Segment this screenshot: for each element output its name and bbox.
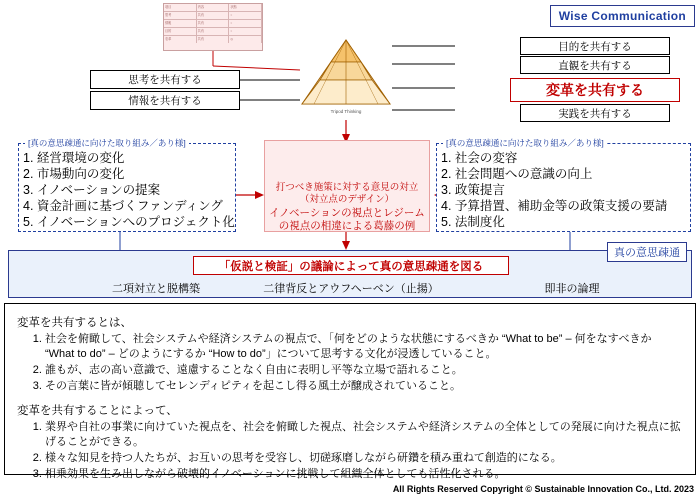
list-item: 3. 政策提言 [441,183,505,197]
list-item: 1. 社会を俯瞰して、社会システムや経済システムの視点で、「何をどのような状態にするべきか “What to be” – 何をなすべきか “What to do” – どのようにするか “How to do”」について思考する文化が浸透していること。 [45,332,683,362]
list-item: 2. 様々な知見を持つ人たちが、お互いの思考を受容し、切磋琢磨しながら研鑽を積み重ねて創造的になる。 [45,451,683,466]
box-share-thinking[interactable]: 思考を共有する [90,70,240,89]
list-item: 3. その言葉に皆が傾聴してセレンディピティを起こし得る風土が醸成されていること。 [45,379,683,394]
triplet-item-3: 即非の論理 [544,283,600,295]
thumb-cell: 内容 [197,4,230,11]
explanation-block [4,303,696,480]
list-item: 3. 相乗効果を生み出しながら破壊的イノベーションに挑戦して組織全体としても活性化される。 [45,467,683,482]
explanation-heading-2: 変革を共有することによって、 [17,405,178,417]
list-item: 4. 資金計画に基づくファンディング [23,199,223,213]
thumb-cell: 共有 [197,36,230,43]
box-share-transformation[interactable]: 変革を共有する [510,78,680,102]
thumb-cell: ◎ [229,36,262,43]
tripod-thinking-pyramid [300,38,392,118]
thumb-cell: 共有 [197,12,230,19]
thumb-cell: 項目 [164,4,197,11]
box-share-practice[interactable]: 実践を共有する [520,104,670,122]
reference-table-thumbnail [163,3,263,51]
left-initiatives-panel [18,138,236,232]
explanation-list-1 [17,332,683,394]
thumb-cell: 状態 [229,4,262,11]
list-item: 2. 社会問題への意識の向上 [441,167,593,181]
thumb-cell: 思考 [164,12,197,19]
thumb-cell: 目的 [164,28,197,35]
list-item: 4. 予算措置、補助金等の政策支援の要請 [441,199,668,213]
list-item: 1. 経営環境の変化 [23,151,125,165]
thumb-cell: 情報 [164,20,197,27]
list-item: 2. 誰もが、志の高い意識で、遠慮することなく自由に表明し平等な立場で語れること。 [45,363,683,378]
list-item: 2. 市場動向の変化 [23,167,125,181]
explanation-heading-1: 変革を共有するとは、 [17,317,132,329]
true-communication-label: 真の意思疎通 [607,242,687,262]
thumb-cell: 共有 [197,28,230,35]
svg-text:Tripod Thinking: Tripod Thinking [330,109,362,114]
left-panel-caption: [真の意思疎通に向けた取り組み／あり様] [25,137,189,149]
box-share-intuition[interactable]: 直観を共有する [520,56,670,74]
conflict-line-2: （対立点のデザイン） [299,194,395,205]
explanation-list-2 [17,420,683,482]
triplet-item-2: 二律背反とアウフヘーベン（止揚） [263,283,439,295]
thumb-cell: ○ [229,20,262,27]
thumb-cell: ○ [229,12,262,19]
thumb-cell: ○ [229,28,262,35]
triplet-item-1: 二項対立と脱構築 [112,283,200,295]
copyright-footer: All Rights Reserved Copyright © Sustainable Innovation Co., Ltd. 2023 [392,484,694,494]
list-item: 3. イノベーションの提案 [23,183,161,197]
list-item: 1. 業界や自社の事業に向けていた視点を、社会を俯瞰した視点、社会システムや経済システムの全体としての発展に向けた視点に拡げることができる。 [45,420,683,450]
true-communication-panel [8,247,692,298]
conflict-panel [264,140,430,232]
thumb-cell: 共有 [197,20,230,27]
conflict-line-4: の視点の相違による葛藤の例 [278,220,416,232]
thumb-cell: 変革 [164,36,197,43]
list-item: 5. イノベーションへのプロジェクト化 [23,215,235,229]
list-item: 1. 社会の変容 [441,151,518,165]
conflict-line-1: 打つべき施策に対する意見の対立 [275,182,419,193]
box-share-information[interactable]: 情報を共有する [90,91,240,110]
page-title: Wise Communication [550,5,695,27]
right-panel-caption: [真の意思疎通に向けた取り組み／あり様] [443,137,607,149]
right-initiatives-panel [436,138,691,232]
conflict-line-3: イノベーションの視点とレジーム [269,207,425,219]
list-item: 5. 法制度化 [441,215,505,229]
box-share-purpose[interactable]: 目的を共有する [520,37,670,55]
hypothesis-verification-box[interactable]: 「仮説と検証」の議論によって真の意思疎通を図る [193,256,509,275]
